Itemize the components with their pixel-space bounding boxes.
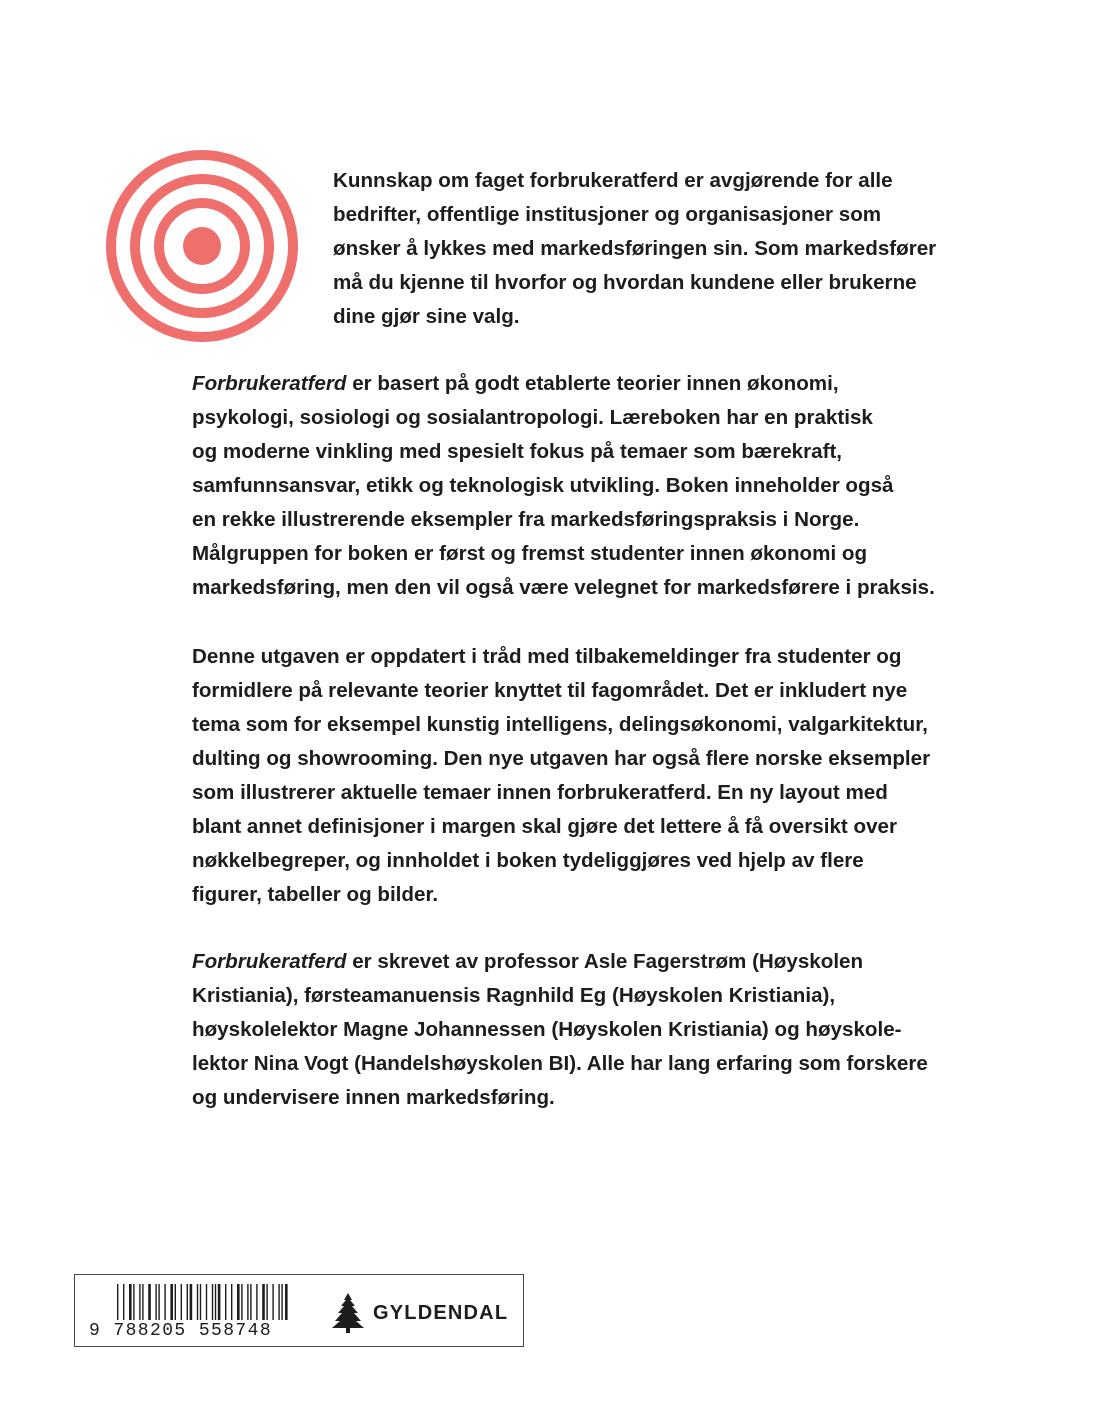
edition-paragraph <box>192 640 930 912</box>
text-line: Kristiania), førsteamanuensis Ragnhild Eg (Høyskolen Kristiania), <box>192 984 836 1007</box>
text-line <box>192 367 935 401</box>
text-line: lektor Nina Vogt (Handelshøyskolen BI). Alle har lang erfaring som forskere <box>192 1052 928 1075</box>
publisher-name: GYLDENDAL <box>373 1301 509 1324</box>
text-line: Denne utgaven er oppdatert i tråd med tilbakemeldinger fra studenter og <box>192 645 902 668</box>
barcode-bar <box>155 1284 156 1320</box>
barcode-bar <box>187 1284 188 1320</box>
target-graphic <box>104 148 300 344</box>
barcode-bar <box>272 1284 273 1320</box>
tree-shape <box>332 1293 364 1333</box>
concentric-target-icon <box>104 148 300 344</box>
barcode-bar <box>262 1284 265 1320</box>
barcode-bar <box>225 1284 226 1320</box>
barcode-bar <box>266 1284 267 1320</box>
barcode-bar <box>218 1284 221 1320</box>
barcode-bar <box>148 1284 151 1320</box>
book-title-italic: Forbrukeratferd <box>192 950 347 973</box>
text-fragment: er basert på godt etablerte teorier innen økonomi, <box>346 372 839 395</box>
barcode-bar <box>129 1284 132 1320</box>
text-line: tema som for eksempel kunstig intelligens, delingsøkonomi, valgarkitektur, <box>192 713 928 736</box>
barcode-bar <box>241 1284 242 1320</box>
barcode-bar <box>206 1284 207 1320</box>
barcode-bar <box>285 1284 286 1320</box>
text-line: formidlere på relevante teorier knyttet til fagområdet. Det er inkludert nye <box>192 679 908 702</box>
text-line: nøkkelbegreper, og innholdet i boken tydeliggjøres ved hjelp av flere <box>192 849 864 872</box>
barcode-bar <box>117 1284 118 1320</box>
description-paragraph <box>192 367 935 605</box>
text-line: bedrifter, offentlige institusjoner og organisasjoner som <box>333 203 882 226</box>
spruce-tree-icon <box>331 1293 365 1333</box>
text-line: som illustrerer aktuelle temaer innen forbrukeratferd. En ny layout med <box>192 781 888 804</box>
barcode-bar <box>123 1284 124 1320</box>
publisher-logo <box>331 1293 508 1333</box>
barcode-bar <box>237 1284 240 1320</box>
barcode-bar <box>231 1284 232 1320</box>
text-line: en rekke illustrerende eksempler fra markedsføringspraksis i Norge. <box>192 508 860 531</box>
barcode-bar <box>247 1284 248 1320</box>
barcode-bar <box>281 1284 282 1320</box>
barcode-bar <box>190 1284 193 1320</box>
text-line: dulting og showrooming. Den nye utgaven har også flere norske eksempler <box>192 747 931 770</box>
isbn-publisher-box <box>74 1274 524 1347</box>
intro-paragraph <box>333 164 936 334</box>
barcode-bar <box>215 1284 216 1320</box>
text-line: må du kjenne til hvorfor og hvordan kundene eller brukerne <box>333 271 917 294</box>
barcode-bar <box>256 1284 257 1320</box>
barcode-bar <box>158 1284 159 1320</box>
barcode-bar <box>200 1284 201 1320</box>
text-line: markedsføring, men den vil også være velegnet for markedsførere i praksis. <box>192 576 935 599</box>
barcode-bar <box>197 1284 198 1320</box>
text-line: Kunnskap om faget forbrukeratferd er avgjørende for alle <box>333 169 893 192</box>
text-line: ønsker å lykkes med markedsføringen sin. Som markedsfører <box>333 237 937 260</box>
barcode-bars <box>89 1284 289 1320</box>
text-line: dine gjør sine valg. <box>333 305 520 328</box>
text-line: psykologi, sosiologi og sosialantropologi. Læreboken har en praktisk <box>192 406 873 429</box>
text-line: blant annet definisjoner i margen skal gjøre det lettere å få oversikt over <box>192 815 897 838</box>
text-line: Målgruppen for boken er først og fremst studenter innen økonomi og <box>192 542 868 565</box>
text-fragment: er skrevet av professor Asle Fagerstrøm (Høyskolen <box>346 950 864 973</box>
barcode-bar <box>181 1284 182 1320</box>
text-line <box>192 945 928 979</box>
barcode-bar <box>139 1284 140 1320</box>
barcode-bar <box>170 1284 173 1320</box>
text-line: og moderne vinkling med spesielt fokus på temaer som bærekraft, <box>192 440 843 463</box>
barcode-bar <box>175 1284 176 1320</box>
book-title-italic: Forbrukeratferd <box>192 372 347 395</box>
text-line: og undervisere innen markedsføring. <box>192 1086 555 1109</box>
barcode-bar <box>142 1284 143 1320</box>
barcode-bar <box>164 1284 165 1320</box>
text-line: figurer, tabeller og bilder. <box>192 883 439 906</box>
isbn-barcode <box>89 1284 289 1342</box>
barcode-bar <box>133 1284 134 1320</box>
authors-paragraph <box>192 945 928 1115</box>
barcode-bar <box>250 1284 251 1320</box>
text-line: samfunnsansvar, etikk og teknologisk utvikling. Boken inneholder også <box>192 474 894 497</box>
barcode-bar <box>212 1284 213 1320</box>
target-bullseye <box>183 227 221 265</box>
barcode-bar <box>278 1284 279 1320</box>
text-line: høyskolelektor Magne Johannessen (Høyskolen Kristiania) og høyskole- <box>192 1018 902 1041</box>
isbn-digits: 9 788205 558748 <box>89 1321 273 1341</box>
